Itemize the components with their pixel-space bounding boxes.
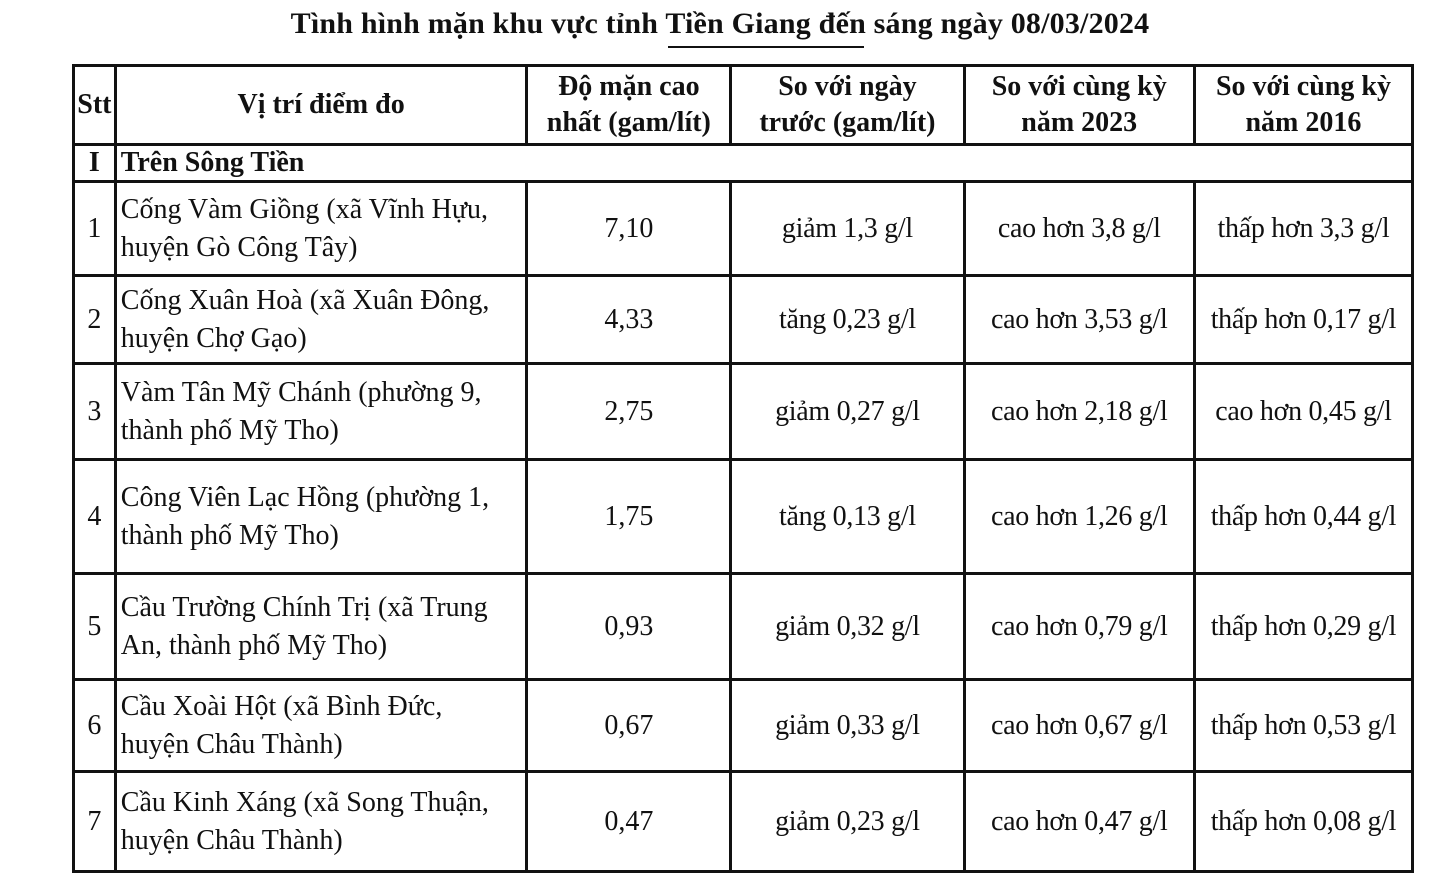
row-stt: 1 [74, 182, 116, 276]
table-row [74, 772, 1413, 872]
row-stt: 2 [74, 276, 116, 364]
title-prefix: Tình hình mặn khu vực tỉnh [290, 7, 666, 40]
row-vs-2016: thấp hơn 0,44 g/l [1194, 460, 1412, 574]
row-stt: 4 [74, 460, 116, 574]
row-vs-2016: thấp hơn 3,3 g/l [1194, 182, 1412, 276]
table-row [74, 574, 1413, 680]
title-suffix: đến sáng ngày 08/03/2024 [810, 7, 1150, 40]
row-stt: 3 [74, 364, 116, 460]
row-vs-2023: cao hơn 3,8 g/l [964, 182, 1194, 276]
row-stt: 6 [74, 680, 116, 772]
row-vs-2016: thấp hơn 0,08 g/l [1194, 772, 1412, 872]
header-vs-previous-day: So với ngày trước (gam/lít) [731, 66, 964, 145]
row-vs-2016: thấp hơn 0,17 g/l [1194, 276, 1412, 364]
row-max-salinity: 0,47 [527, 772, 731, 872]
row-vs-2016: thấp hơn 0,29 g/l [1194, 574, 1412, 680]
header-max-salinity: Độ mặn cao nhất (gam/lít) [527, 66, 731, 145]
header-stt: Stt [74, 66, 116, 145]
row-vs-2016: thấp hơn 0,53 g/l [1194, 680, 1412, 772]
table-row [74, 364, 1413, 460]
section-number: I [74, 145, 116, 182]
row-vs-2023: cao hơn 0,67 g/l [964, 680, 1194, 772]
table-row [74, 276, 1413, 364]
title-province: Tiền Giang [665, 7, 811, 40]
section-label: Trên Sông Tiền [115, 145, 1412, 182]
header-vs-2016: So với cùng kỳ năm 2016 [1194, 66, 1412, 145]
table-header-row [74, 66, 1413, 145]
row-vs-previous-day: giảm 0,23 g/l [731, 772, 964, 872]
row-vs-2023: cao hơn 0,79 g/l [964, 574, 1194, 680]
header-vs-2023: So với cùng kỳ năm 2023 [964, 66, 1194, 145]
title-underline [668, 46, 864, 48]
table-row [74, 680, 1413, 772]
row-vs-previous-day: tăng 0,13 g/l [731, 460, 964, 574]
row-location: Cầu Kinh Xáng (xã Song Thuận, huyện Châu Thành) [115, 772, 527, 872]
row-location: Vàm Tân Mỹ Chánh (phường 9, thành phố Mỹ Tho) [115, 364, 527, 460]
row-location: Công Viên Lạc Hồng (phường 1, thành phố Mỹ Tho) [115, 460, 527, 574]
row-vs-2023: cao hơn 0,47 g/l [964, 772, 1194, 872]
table-row [74, 460, 1413, 574]
row-max-salinity: 4,33 [527, 276, 731, 364]
section-row [74, 145, 1413, 182]
row-location: Cống Vàm Giồng (xã Vĩnh Hựu, huyện Gò Công Tây) [115, 182, 527, 276]
row-vs-2016: cao hơn 0,45 g/l [1194, 364, 1412, 460]
row-vs-previous-day: giảm 0,32 g/l [731, 574, 964, 680]
table-row [74, 182, 1413, 276]
row-location: Cầu Trường Chính Trị (xã Trung An, thành phố Mỹ Tho) [115, 574, 527, 680]
row-stt: 7 [74, 772, 116, 872]
row-vs-previous-day: giảm 0,33 g/l [731, 680, 964, 772]
row-vs-2023: cao hơn 1,26 g/l [964, 460, 1194, 574]
page-title [0, 4, 1440, 44]
row-vs-previous-day: giảm 0,27 g/l [731, 364, 964, 460]
row-stt: 5 [74, 574, 116, 680]
salinity-table [72, 64, 1414, 873]
row-max-salinity: 0,67 [527, 680, 731, 772]
row-vs-previous-day: giảm 1,3 g/l [731, 182, 964, 276]
row-vs-previous-day: tăng 0,23 g/l [731, 276, 964, 364]
header-location: Vị trí điểm đo [115, 66, 527, 145]
row-max-salinity: 1,75 [527, 460, 731, 574]
row-vs-2023: cao hơn 2,18 g/l [964, 364, 1194, 460]
row-max-salinity: 7,10 [527, 182, 731, 276]
row-max-salinity: 0,93 [527, 574, 731, 680]
row-vs-2023: cao hơn 3,53 g/l [964, 276, 1194, 364]
row-max-salinity: 2,75 [527, 364, 731, 460]
row-location: Cầu Xoài Hột (xã Bình Đức, huyện Châu Thành) [115, 680, 527, 772]
row-location: Cống Xuân Hoà (xã Xuân Đông, huyện Chợ Gạo) [115, 276, 527, 364]
